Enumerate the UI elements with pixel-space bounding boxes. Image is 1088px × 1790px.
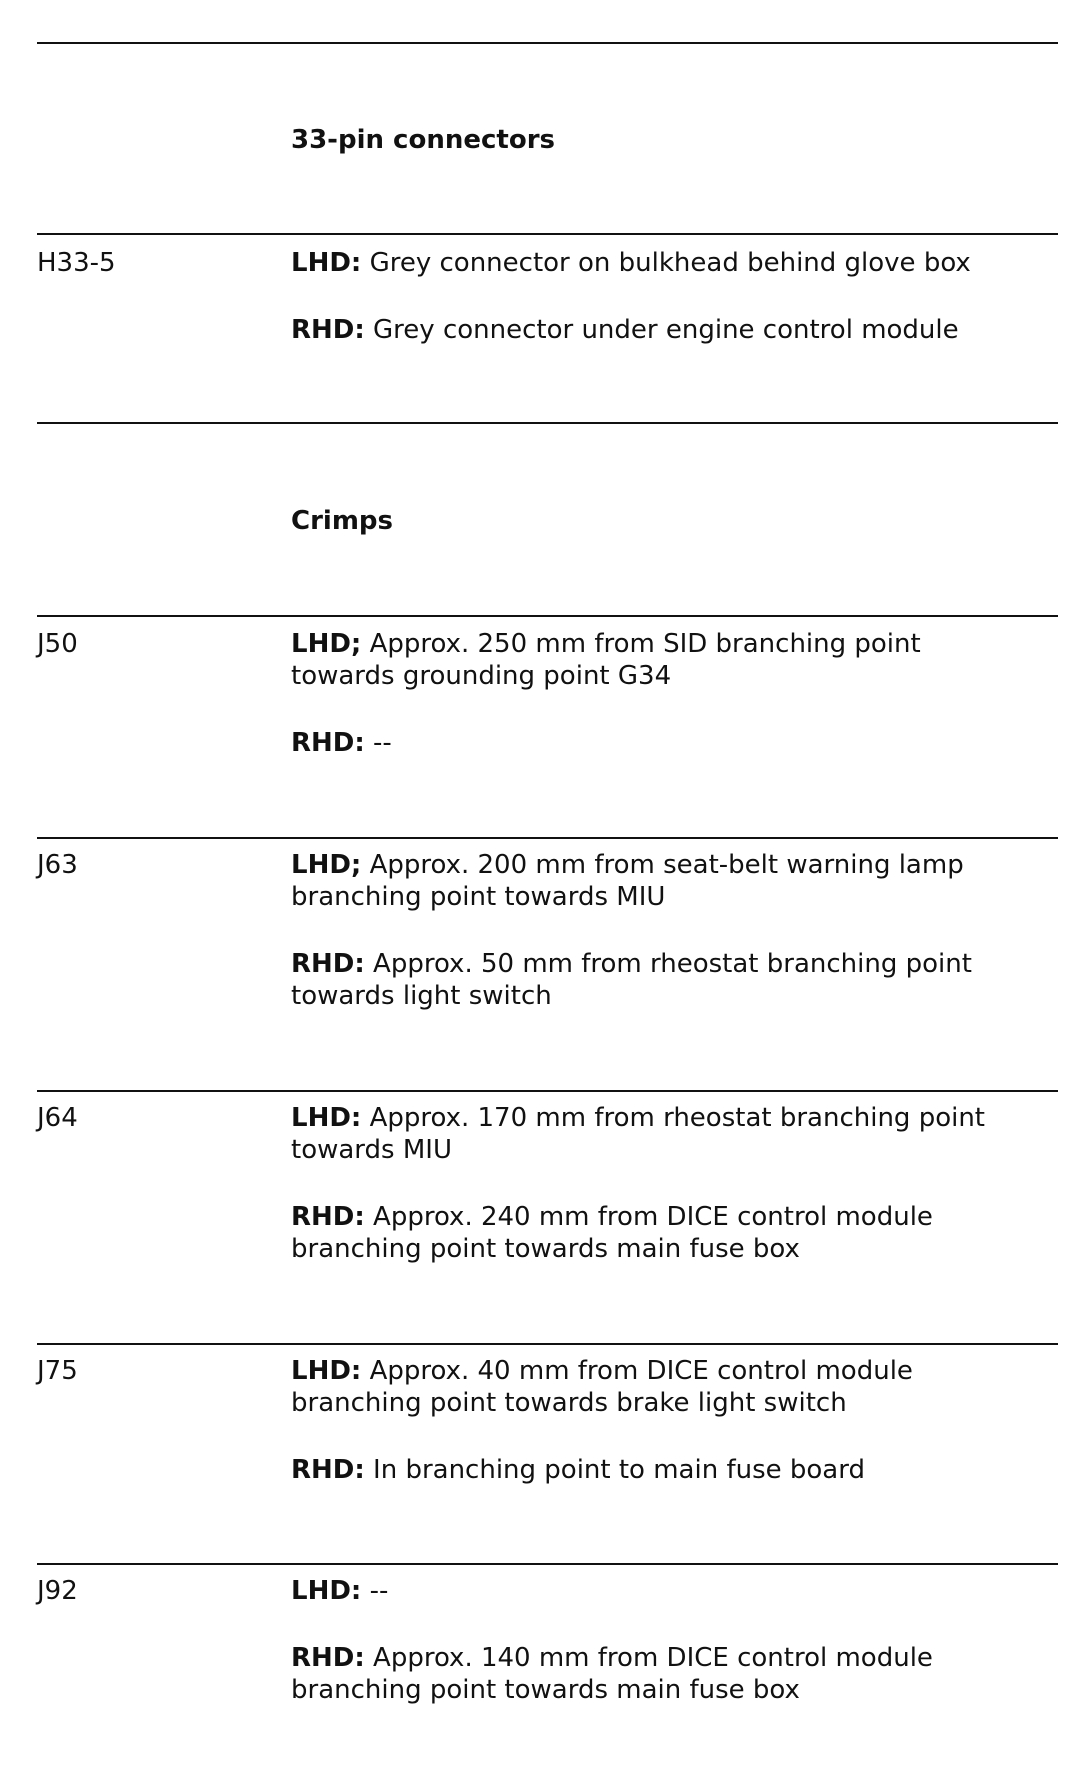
rhd-line: Approx. 50 mm from rheostat branching point <box>373 949 972 979</box>
lhd-prefix: LHD: <box>291 1576 362 1606</box>
lhd-line: Approx. 200 mm from seat-belt warning lamp <box>369 850 964 880</box>
rhd-description <box>291 727 392 759</box>
rhd-description <box>291 1201 933 1233</box>
rhd-line: branching point towards main fuse box <box>291 1234 800 1264</box>
rhd-prefix: RHD: <box>291 1202 365 1232</box>
rhd-prefix: RHD: <box>291 1643 365 1673</box>
lhd-prefix: LHD; <box>291 850 362 880</box>
lhd-description <box>291 849 964 881</box>
row-divider <box>37 837 1058 839</box>
rhd-line: towards light switch <box>291 981 552 1011</box>
rhd-prefix: RHD: <box>291 728 365 758</box>
lhd-description <box>291 1355 913 1387</box>
crimp-code: J75 <box>37 1356 78 1386</box>
crimp-code: J64 <box>37 1103 78 1133</box>
rhd-line: Grey connector under engine control module <box>373 315 959 345</box>
rhd-prefix: RHD: <box>291 315 365 345</box>
lhd-line: towards grounding point G34 <box>291 661 672 691</box>
rhd-prefix: RHD: <box>291 949 365 979</box>
rhd-description <box>291 1642 933 1674</box>
lhd-description <box>291 628 921 660</box>
lhd-description <box>291 1575 388 1607</box>
lhd-line: towards MIU <box>291 1135 452 1165</box>
lhd-prefix: LHD: <box>291 1103 362 1133</box>
lhd-line: -- <box>369 1576 389 1606</box>
lhd-line: Approx. 250 mm from SID branching point <box>369 629 921 659</box>
row-divider <box>37 1090 1058 1092</box>
lhd-line: branching point towards MIU <box>291 882 666 912</box>
rhd-line: Approx. 140 mm from DICE control module <box>373 1643 933 1673</box>
rhd-prefix: RHD: <box>291 1455 365 1485</box>
lhd-prefix: LHD; <box>291 629 362 659</box>
rhd-line: Approx. 240 mm from DICE control module <box>373 1202 933 1232</box>
lhd-description <box>291 1102 985 1134</box>
lhd-description <box>291 247 971 279</box>
lhd-prefix: LHD: <box>291 1356 362 1386</box>
row-divider <box>37 615 1058 617</box>
crimp-code: J63 <box>37 850 78 880</box>
rhd-description <box>291 1454 865 1486</box>
connector-code: H33-5 <box>37 248 116 278</box>
row-divider <box>37 1563 1058 1565</box>
lhd-line: branching point towards brake light switch <box>291 1388 847 1418</box>
crimp-code: J50 <box>37 629 78 659</box>
rhd-description <box>291 948 972 980</box>
lhd-line: Approx. 40 mm from DICE control module <box>369 1356 913 1386</box>
crimp-code: J92 <box>37 1576 78 1606</box>
rhd-line: -- <box>373 728 392 758</box>
lhd-line: Approx. 170 mm from rheostat branching point <box>369 1103 985 1133</box>
row-divider <box>37 233 1058 235</box>
rhd-description <box>291 314 959 346</box>
section-heading: 33-pin connectors <box>291 125 555 155</box>
row-divider <box>37 422 1058 424</box>
section-heading: Crimps <box>291 506 393 536</box>
lhd-prefix: LHD: <box>291 248 362 278</box>
rhd-line: branching point towards main fuse box <box>291 1675 800 1705</box>
top-divider <box>37 42 1058 44</box>
rhd-line: In branching point to main fuse board <box>373 1455 865 1485</box>
lhd-line: Grey connector on bulkhead behind glove box <box>369 248 971 278</box>
row-divider <box>37 1343 1058 1345</box>
